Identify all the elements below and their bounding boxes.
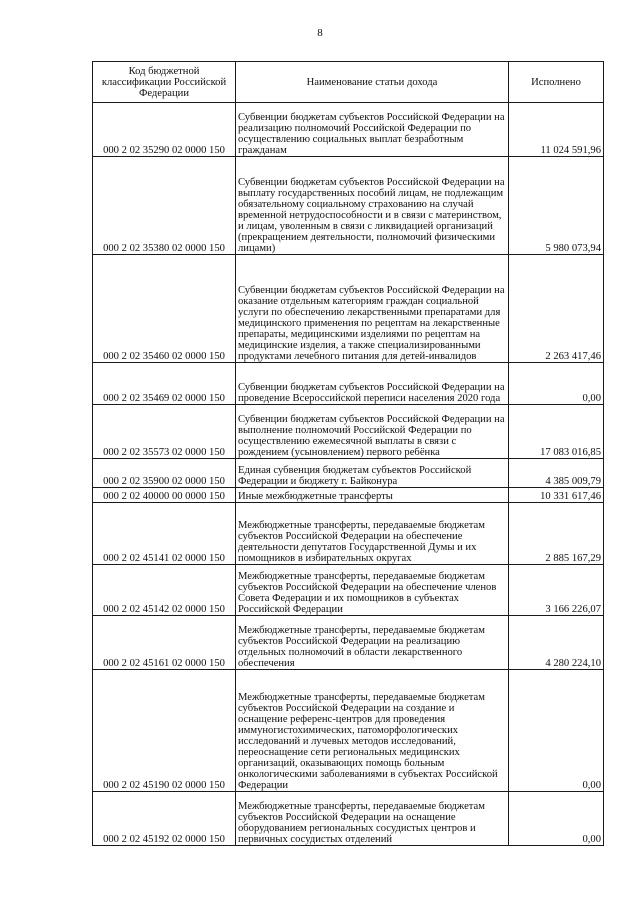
- table-row: [93, 565, 604, 616]
- table-row: [93, 405, 604, 459]
- budget-code: 000 2 02 35380 02 0000 150: [93, 157, 236, 255]
- table-row: [93, 459, 604, 488]
- table-row: [93, 363, 604, 405]
- executed-amount: 2 263 417,46: [509, 255, 604, 363]
- income-item-name: Межбюджетные трансферты, передаваемые бюджетам субъектов Российской Федерации на обеспечение членов Совета Федерации и их помощников в субъектах Российской Федерации: [236, 565, 509, 616]
- header-name: Наименование статьи дохода: [236, 62, 509, 103]
- budget-code: 000 2 02 45190 02 0000 150: [93, 670, 236, 792]
- table-row: [93, 255, 604, 363]
- income-item-name: Межбюджетные трансферты, передаваемые бюджетам субъектов Российской Федерации на реализацию отдельных полномочий в области лекарственного обеспечения: [236, 616, 509, 670]
- table-row: [93, 616, 604, 670]
- income-table: [92, 61, 604, 846]
- executed-amount: 2 885 167,29: [509, 503, 604, 565]
- header-code: Код бюджетной классификации Российской Федерации: [93, 62, 236, 103]
- table-row: [93, 103, 604, 157]
- income-item-name: Субвенции бюджетам субъектов Российской Федерации на выплату государственных пособий лицам, не подлежащим обязательному социальному страхованию на случай временной нетрудоспособности и в связи с материнством, и лицам, уволенным в связи с ликвидацией организаций (прекращением деятельности, полномочий физическими лицами): [236, 157, 509, 255]
- executed-amount: 0,00: [509, 792, 604, 846]
- budget-code: 000 2 02 40000 00 0000 150: [93, 488, 236, 503]
- income-item-name: Межбюджетные трансферты, передаваемые бюджетам субъектов Российской Федерации на создание и оснащение референс-центров для проведения иммуногистохимических, патоморфологических исследований и лучевых методов исследований, переоснащение сети региональных медицинских организаций, оказывающих помощь больным онкологическими заболеваниями в субъектах Российской Федерации: [236, 670, 509, 792]
- income-item-name: Межбюджетные трансферты, передаваемые бюджетам субъектов Российской Федерации на оснащение оборудованием региональных сосудистых центров и первичных сосудистых отделений: [236, 792, 509, 846]
- table-row: [93, 670, 604, 792]
- income-item-name: Единая субвенция бюджетам субъектов Российской Федерации и бюджету г. Байконура: [236, 459, 509, 488]
- budget-code: 000 2 02 35469 02 0000 150: [93, 363, 236, 405]
- budget-code: 000 2 02 45161 02 0000 150: [93, 616, 236, 670]
- income-item-name: Субвенции бюджетам субъектов Российской Федерации на проведение Всероссийской переписи населения 2020 года: [236, 363, 509, 405]
- executed-amount: 4 280 224,10: [509, 616, 604, 670]
- executed-amount: 5 980 073,94: [509, 157, 604, 255]
- budget-code: 000 2 02 45141 02 0000 150: [93, 503, 236, 565]
- executed-amount: 3 166 226,07: [509, 565, 604, 616]
- budget-code: 000 2 02 45142 02 0000 150: [93, 565, 236, 616]
- executed-amount: 11 024 591,96: [509, 103, 604, 157]
- header-row: [93, 62, 604, 103]
- budget-code: 000 2 02 35573 02 0000 150: [93, 405, 236, 459]
- income-item-name: Межбюджетные трансферты, передаваемые бюджетам субъектов Российской Федерации на обеспечение деятельности депутатов Государственной Думы и их помощников в избирательных округах: [236, 503, 509, 565]
- budget-code: 000 2 02 45192 02 0000 150: [93, 792, 236, 846]
- budget-code: 000 2 02 35900 02 0000 150: [93, 459, 236, 488]
- income-item-name: Иные межбюджетные трансферты: [236, 488, 509, 503]
- table-row: [93, 503, 604, 565]
- budget-code: 000 2 02 35290 02 0000 150: [93, 103, 236, 157]
- executed-amount: 0,00: [509, 670, 604, 792]
- executed-amount: 0,00: [509, 363, 604, 405]
- table-row: [93, 157, 604, 255]
- executed-amount: 4 385 009,79: [509, 459, 604, 488]
- table-row: [93, 792, 604, 846]
- executed-amount: 10 331 617,46: [509, 488, 604, 503]
- income-item-name: Субвенции бюджетам субъектов Российской Федерации на оказание отдельным категориям граждан социальной услуги по обеспечению лекарственными препаратами для медицинского применения по рецептам на лекарственные препараты, медицинскими изделиями по рецептам на медицинские изделия, а также специализированными продуктами лечебного питания для детей-инвалидов: [236, 255, 509, 363]
- income-item-name: Субвенции бюджетам субъектов Российской Федерации на выполнение полномочий Российской Федерации по осуществлению ежемесячной выплаты в связи с рождением (усыновлением) первого ребёнка: [236, 405, 509, 459]
- table-body: [93, 103, 604, 846]
- budget-code: 000 2 02 35460 02 0000 150: [93, 255, 236, 363]
- table-row: [93, 488, 604, 503]
- income-item-name: Субвенции бюджетам субъектов Российской Федерации на реализацию полномочий Российской Федерации по осуществлению социальных выплат безработным гражданам: [236, 103, 509, 157]
- executed-amount: 17 083 016,85: [509, 405, 604, 459]
- table-header: [93, 62, 604, 103]
- page-number: 8: [317, 27, 323, 39]
- header-amount: Исполнено: [509, 62, 604, 103]
